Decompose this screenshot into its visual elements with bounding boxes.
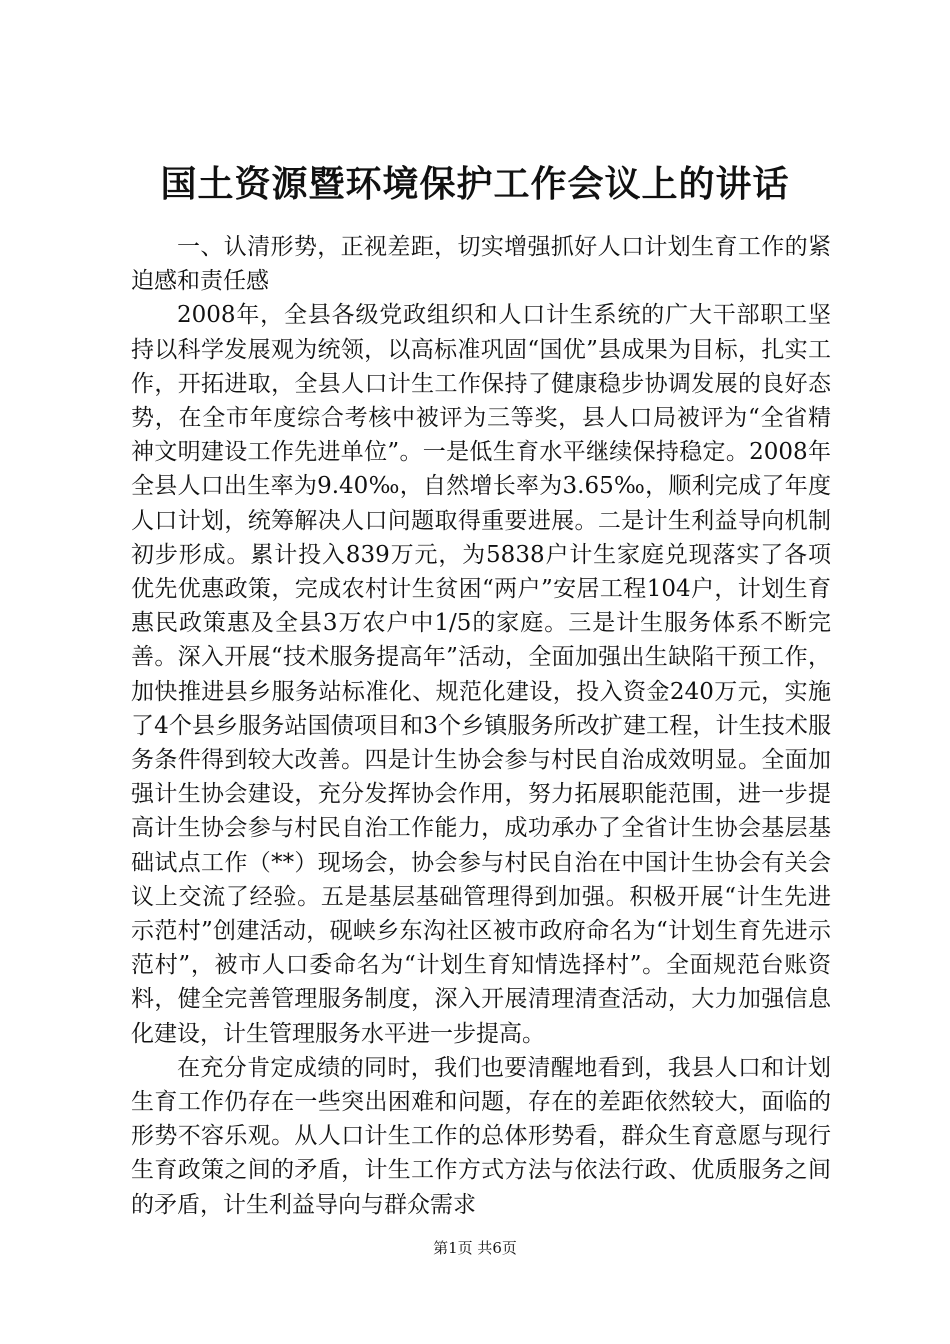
body-paragraph: 一、认清形势，正视差距，切实增强抓好人口计划生育工作的紧迫感和责任感	[131, 234, 831, 295]
document-body	[131, 230, 831, 1222]
page-footer: 第1页 共6页	[433, 1239, 517, 1257]
body-paragraph: 2008年，全县各级党政组织和人口计生系统的广大干部职工坚持以科学发展观为统领，以高标准巩固“国优”县成果为目标，扎实工作，开拓进取，全县人口计生工作保持了健康稳步协调发展的良好态势，在全市年度综合考核中被评为三等奖，县人口局被评为“全省精神文明建设工作先进单位”。一是低生育水平继续保持稳定。2008年全县人口出生率为9.40‰，自然增长率为3.65‰，顺利完成了年度人口计划，统筹解决人口问题取得重要进展。二是计生利益导向机制初步形成。累计投入839万元，为5838户计生家庭兑现落实了各项优先优惠政策，完成农村计生贫困“两户”安居工程104户，计划生育惠民政策惠及全县3万农户中1/5的家庭。三是计生服务体系不断完善。深入开展“技术服务提高年”活动，全面加强出生缺陷干预工作，加快推进县乡服务站标准化、规范化建设，投入资金240万元，实施了4个县乡服务站国债项目和3个乡镇服务所改扩建工程，计生技术服务条件得到较大改善。四是计生协会参与村民自治成效明显。全面加强计生协会建设，充分发挥协会作用，努力拓展职能范围，进一步提高计生协会参与村民自治工作能力，成功承办了全省计生协会基层基础试点工作（**）现场会，协会参与村民自治在中国计生协会有关会议上交流了经验。五是基层基础管理得到加强。积极开展“计生先进示范村”创建活动，砚峡乡东沟社区被市政府命名为“计划生育先进示范村”，被市人口委命名为“计划生育知情选择村”。全面规范台账资料，健全完善管理服务制度，深入开展清理清查活动，大力加强信息化建设，计生管理服务水平进一步提高。	[131, 302, 831, 1047]
document-title: 国土资源暨环境保护工作会议上的讲话	[160, 163, 790, 205]
body-paragraph: 在充分肯定成绩的同时，我们也要清醒地看到，我县人口和计划生育工作仍存在一些突出困难和问题，存在的差距依然较大，面临的形势不容乐观。从人口计生工作的总体形势看，群众生育意愿与现行生育政策之间的矛盾，计生工作方式方法与依法行政、优质服务之间的矛盾，计生利益导向与群众需求	[131, 1054, 831, 1218]
